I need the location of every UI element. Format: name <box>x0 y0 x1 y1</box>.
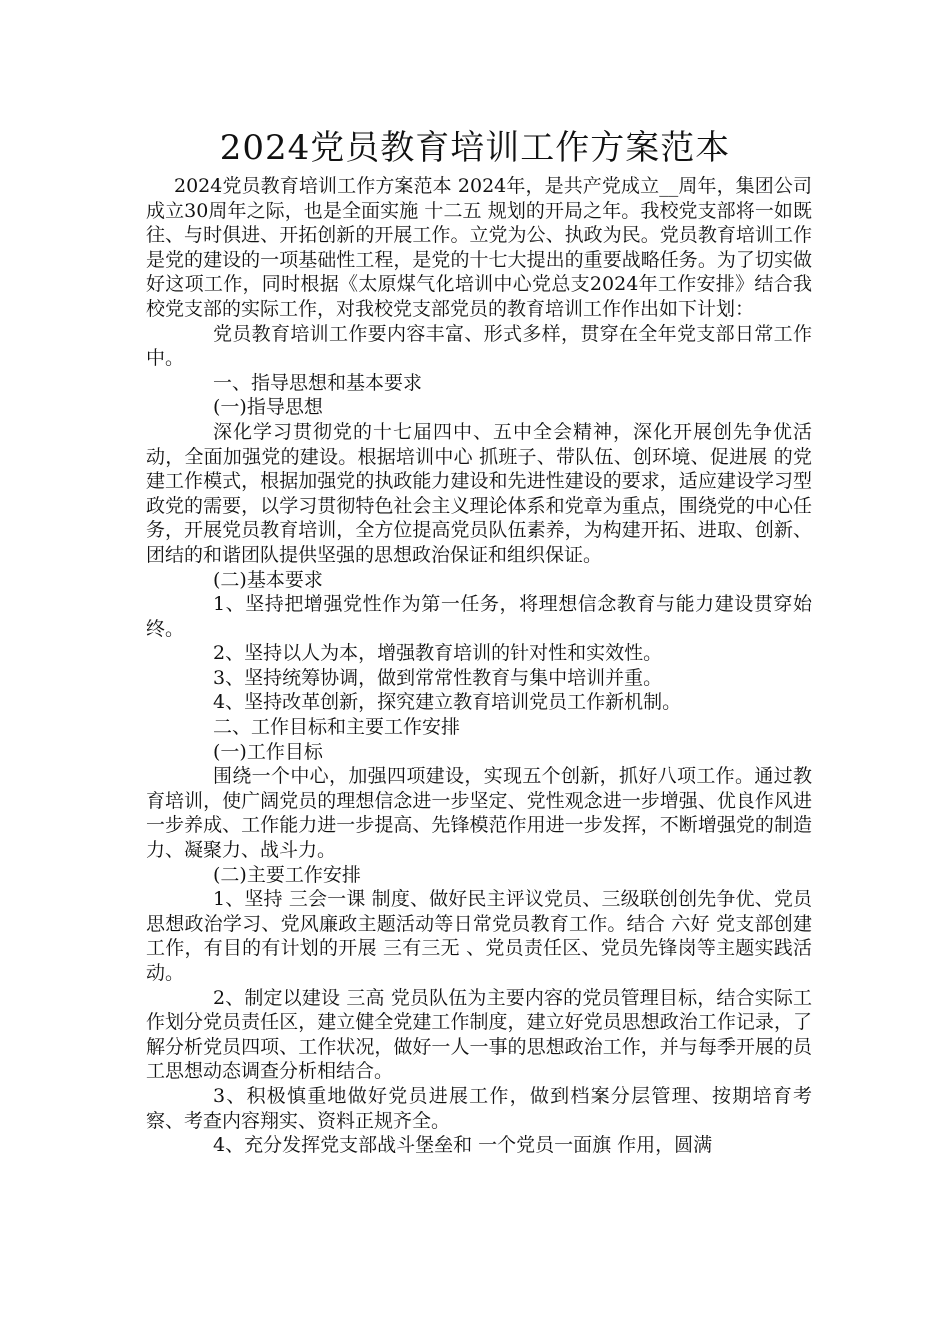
paragraph: 1、坚持 三会一课 制度、做好民主评议党员、三级联创创先争优、党员思想政治学习、党风廉政主题活动等日常党员教育工作。结合 六好 党支部创建工作，有目的有计划的开展 三有三无 、党员责任区、党员先锋岗等主题实践活动。 <box>146 888 812 984</box>
paragraph: 2、坚持以人为本，增强教育培训的针对性和实效性。 <box>213 642 663 665</box>
paragraph: 围绕一个中心，加强四项建设，实现五个创新，抓好八项工作。通过教育培训，使广阔党员的理想信念进一步坚定、党性观念进一步增强、优良作风进一步养成、工作能力进一步提高、先锋模范作用进一步发挥，不断增强党的制造力、凝聚力、战斗力。 <box>146 765 812 862</box>
paragraph: 2024党员教育培训工作方案范本 2024年，是共产党成立__周年，集团公司成立30周年之际，也是全面实施 十二五 规划的开局之年。我校党支部将一如既往、与时俱进、开拓创新的开展工作。立党为公、执政为民。党员教育培训工作是党的建设的一项基础性工程，是党的十七大提出的重要战略任务。为了切实做好这项工作，同时根据《太原煤气化培训中心党总支2024年工作安排》结合我校党支部的实际工作，对我校党支部党员的教育培训工作作出如下计划： <box>146 175 812 320</box>
paragraph: 1、坚持把增强党性作为第一任务，将理想信念教育与能力建设贯穿始终。 <box>146 593 812 640</box>
paragraph: 一、指导思想和基本要求 <box>213 371 423 394</box>
paragraph: 二、工作目标和主要工作安排 <box>213 716 461 739</box>
paragraph: 党员教育培训工作要内容丰富、形式多样，贯穿在全年党支部日常工作中。 <box>146 322 812 370</box>
paragraph: 4、坚持改革创新，探究建立教育培训党员工作新机制。 <box>213 691 682 714</box>
paragraph: 2、制定以建设 三高 党员队伍为主要内容的党员管理目标，结合实际工作划分党员责任区，建立健全党建工作制度，建立好党员思想政治工作记录，了解分析党员四项、工作状况，做好一人一事的思想政治工作，并与每季开展的员工思想动态调查分析相结合。 <box>146 986 812 1083</box>
paragraph: (一)指导思想 <box>213 396 323 419</box>
document-body <box>146 174 812 1158</box>
paragraph: (二)基本要求 <box>213 568 323 591</box>
paragraph: (二)主要工作安排 <box>213 863 361 886</box>
paragraph: 深化学习贯彻党的十七届四中、五中全会精神，深化开展创先争优活动，全面加强党的建设。根据培训中心 抓班子、带队伍、创环境、促进展 的党建工作模式，根据加强党的执政能力建设和先进性建设的要求，适应建设学习型政党的需要，以学习贯彻特色社会主义理论体系和党章为重点，围绕党的中心任务，开展党员教育培训，全方位提高党员队伍素养，为构建开拓、进取、创新、团结的和谐团队提供坚强的思想政治保证和组织保证。 <box>146 420 812 566</box>
paragraph: (一)工作目标 <box>213 740 323 763</box>
paragraph: 4、充分发挥党支部战斗堡垒和 一个党员一面旗 作用，圆满 <box>213 1134 713 1157</box>
paragraph: 3、积极慎重地做好党员进展工作，做到档案分层管理、按期培育考察、考查内容翔实、资料正规齐全。 <box>146 1084 812 1132</box>
paragraph: 3、坚持统筹协调，做到常常性教育与集中培训并重。 <box>213 666 663 689</box>
document-title: 2024党员教育培训工作方案范本 <box>219 128 731 168</box>
